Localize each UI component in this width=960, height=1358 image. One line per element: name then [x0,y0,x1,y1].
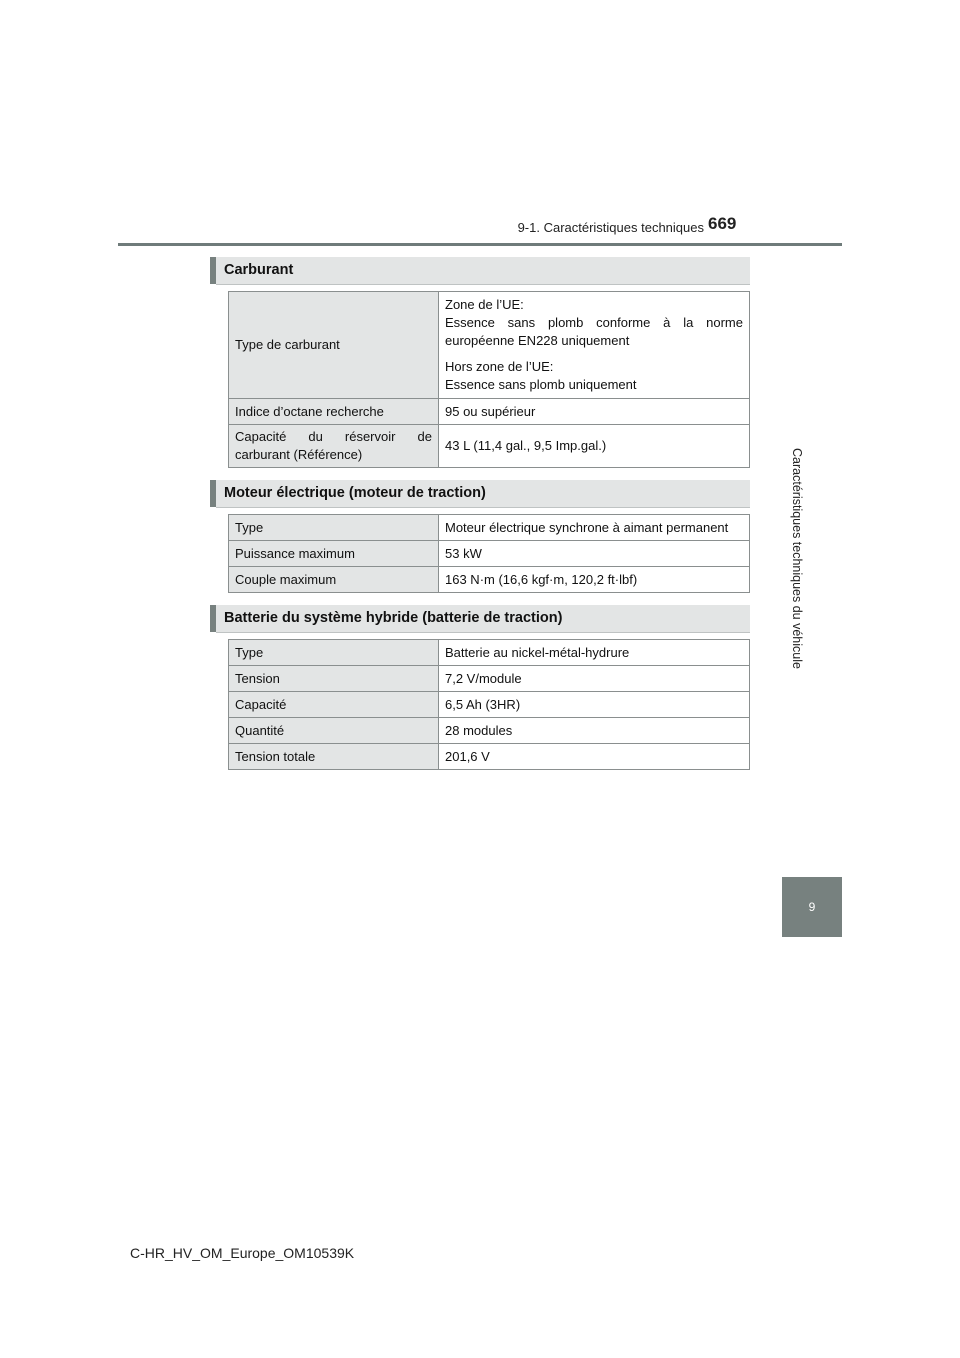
section-heading-battery: Batterie du système hybride (batterie de traction) [210,605,750,632]
value-line: Hors zone de l’UE: [445,359,554,374]
header-rule [118,243,842,246]
value-line: Essence sans plomb uniquement [445,377,637,392]
table-row [229,425,750,468]
table-row [229,399,750,425]
row-label: Tension totale [229,744,439,770]
row-label: Couple maximum [229,567,439,593]
row-value: 163 N·m (16,6 kgf·m, 120,2 ft·lbf) [439,567,750,593]
table-row [229,666,750,692]
table-row [229,718,750,744]
header-section-title: 9-1. Caractéristiques techniques [517,220,704,235]
table-row [229,541,750,567]
side-tab-label [782,248,812,868]
row-label: Tension [229,666,439,692]
row-value: 6,5 Ah (3HR) [439,692,750,718]
row-value: Batterie au nickel-métal-hydrure [439,640,750,666]
row-value: 43 L (11,4 gal., 9,5 Imp.gal.) [439,425,750,468]
table-row [229,744,750,770]
value-line: Essence sans plomb conforme à la norme européenne EN228 uniquement [445,315,743,348]
row-value: 201,6 V [439,744,750,770]
row-value: 53 kW [439,541,750,567]
footer-doc-id: C-HR_HV_OM_Europe_OM10539K [130,1245,355,1261]
row-value: Moteur électrique synchrone à aimant permanent [439,515,750,541]
side-tab-text: Caractéristiques techniques du véhicule [790,447,804,669]
table-row [229,567,750,593]
row-label: Type de carburant [229,292,439,399]
row-label: Capacité du réservoir de carburant (Référence) [229,425,439,468]
value-paragraph [445,296,743,350]
row-value: 7,2 V/module [439,666,750,692]
battery-spec-table [228,639,750,770]
motor-spec-table [228,514,750,593]
row-label: Capacité [229,692,439,718]
section-heading-fuel: Carburant [210,257,750,284]
row-label: Indice d’octane recherche [229,399,439,425]
chapter-tab[interactable]: 9 [782,877,842,937]
page-number: 669 [708,214,737,233]
row-value: 28 modules [439,718,750,744]
row-label: Quantité [229,718,439,744]
row-label: Type [229,515,439,541]
value-line: Zone de l’UE: [445,297,524,312]
row-label: Type [229,640,439,666]
table-row [229,692,750,718]
table-row [229,292,750,399]
fuel-spec-table [228,291,750,468]
table-row [229,640,750,666]
table-row [229,515,750,541]
section-heading-motor: Moteur électrique (moteur de traction) [210,480,750,507]
value-paragraph [445,358,743,394]
row-value [439,292,750,399]
row-value: 95 ou supérieur [439,399,750,425]
row-label: Puissance maximum [229,541,439,567]
